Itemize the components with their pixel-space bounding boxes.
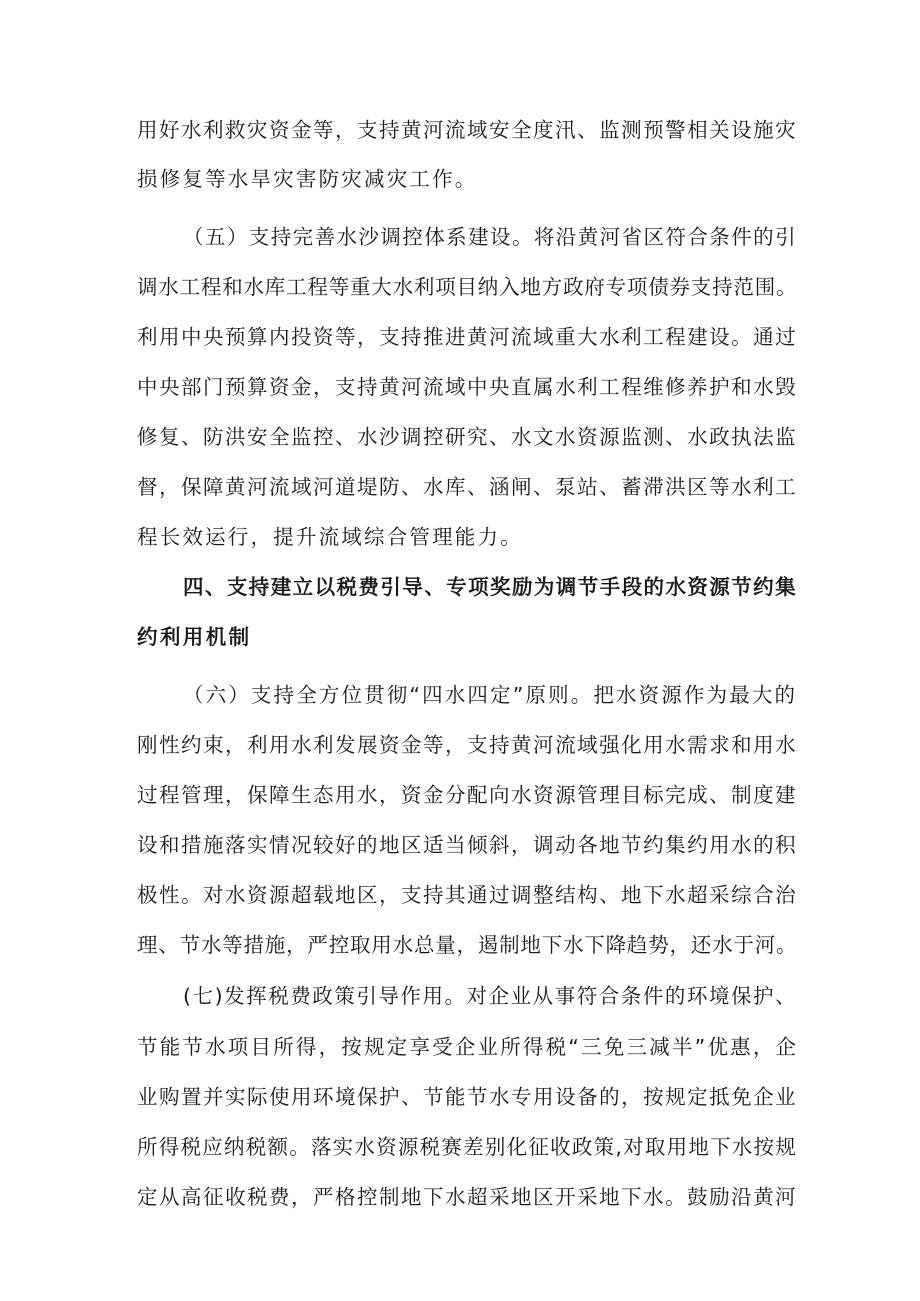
text-line: 中央部门预算资金，支持黄河流域中央直属水利工程维修养护和水毁 <box>137 375 797 399</box>
text-line: 用好水利救灾资金等，支持黄河流域安全度汛、监测预警相关设施灾 <box>137 118 797 142</box>
text-line: 节能节水项目所得，按规定享受企业所得税“三免三减半”优惠，企 <box>137 1035 799 1059</box>
text-line: 理、节水等措施，严控取用水总量，遏制地下水下降趋势，还水于河。 <box>137 933 798 957</box>
text-line: 定从高征收税费，严格控制地下水超采地区开采地下水。鼓励沿黄河 <box>137 1185 797 1209</box>
text-line: 督，保障黄河流域河道堤防、水库、涵闸、泵站、蓄滞洪区等水利工 <box>137 475 797 499</box>
text-line: 过程管理，保障生态用水，资金分配向水资源管理目标完成、制度建 <box>137 783 797 807</box>
text-line: 损修复等水旱灾害防灾减灾工作。 <box>137 167 478 191</box>
text-line: 修复、防洪安全监控、水沙调控研究、水文水资源监测、水政执法监 <box>137 425 797 449</box>
paragraph-6-start: （六）支持全方位贯彻“四水四定”原则。把水资源作为最大的 <box>183 683 797 707</box>
text-line: 程长效运行，提升流域综合管理能力。 <box>137 525 523 549</box>
paragraph-7-start: (七)发挥税费政策引导作用。对企业从事符合条件的环境保护、 <box>183 984 797 1008</box>
text-line: 利用中央预算内投资等，支持推进黄河流域重大水利工程建设。通过 <box>137 325 797 349</box>
paragraph-5-start: （五）支持完善水沙调控体系建设。将沿黄河省区符合条件的引 <box>183 225 797 249</box>
text-line: 所得税应纳税额。落实水资源税赛差别化征收政策,对取用地下水按规 <box>137 1135 797 1159</box>
text-line: 调水工程和水库工程等重大水利项目纳入地方政府专项债券支持范围。 <box>137 275 798 299</box>
text-line: 业购置并实际使用环境保护、节能节水专用设备的，按规定抵免企业 <box>137 1085 797 1109</box>
section-heading: 四、支持建立以税费引导、专项奖励为调节手段的水资源节约集 <box>183 575 797 599</box>
text-line: 设和措施落实情况较好的地区适当倾斜，调动各地节约集约用水的积 <box>137 833 797 857</box>
text-line: 极性。对水资源超载地区，支持其通过调整结构、地下水超采综合治 <box>137 883 797 907</box>
section-heading-cont: 约利用机制 <box>137 625 252 649</box>
text-line: 刚性约束，利用水利发展资金等，支持黄河流域强化用水需求和用水 <box>137 733 797 757</box>
